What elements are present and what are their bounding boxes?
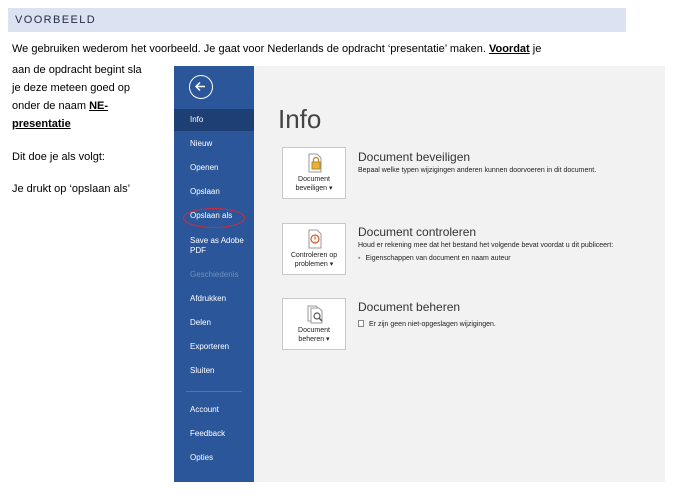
manage-document-icon [305, 304, 325, 324]
manage-document-status: Er zijn geen niet-opgeslagen wijzigingen. [358, 320, 496, 328]
lock-document-icon [305, 153, 325, 173]
nav-info[interactable]: Info [174, 109, 254, 131]
manage-document-heading: Document beheren [358, 300, 461, 314]
back-arrow-icon[interactable] [189, 75, 213, 99]
manage-document-button[interactable]: Document beheren ▾ [282, 298, 346, 350]
nav-afdrukken[interactable]: Afdrukken [190, 294, 227, 303]
nav-account[interactable]: Account [190, 405, 219, 414]
inspect-document-heading: Document controleren [358, 225, 477, 239]
page-title: Info [278, 104, 322, 134]
nav-geschiedenis: Geschiedenis [190, 270, 239, 279]
nav-exporteren[interactable]: Exporteren [190, 342, 230, 351]
intro-line-1: We gebruiken wederom het voorbeeld. Je gaat voor Nederlands de opdracht ‘presentatie’ maken. Voordat je [12, 43, 542, 55]
intro-line-2: aan de opdracht begint sla [12, 64, 142, 76]
nav-opslaan-als[interactable]: Opslaan als [190, 211, 233, 220]
nav-nieuw[interactable]: Nieuw [190, 139, 213, 148]
emphasis-voordat: Voordat [488, 43, 530, 55]
protect-document-heading: Document beveiligen [358, 150, 471, 164]
filename-part-1: NE- [89, 100, 109, 112]
inspect-document-bullet: ▪ Eigenschappen van document en naam auteur [358, 255, 511, 262]
nav-delen[interactable]: Delen [190, 318, 211, 327]
nav-openen[interactable]: Openen [190, 163, 219, 172]
intro-line-5 [12, 117, 71, 131]
nav-opslaan[interactable]: Opslaan [190, 187, 220, 196]
nav-opties[interactable]: Opties [190, 453, 214, 462]
inspect-document-icon [305, 229, 325, 249]
nav-save-as-adobe-pdf[interactable]: Save as Adobe PDF [190, 236, 244, 255]
inspect-document-description: Houd er rekening mee dat het bestand het volgende bevat voordat u dit publiceert: [358, 242, 614, 249]
document-icon [358, 320, 364, 327]
protect-document-button[interactable]: Document beveiligen ▾ [282, 147, 346, 199]
nav-divider [186, 391, 242, 392]
nav-sluiten[interactable]: Sluiten [190, 366, 215, 375]
nav-feedback[interactable]: Feedback [190, 429, 226, 438]
section-header [8, 8, 626, 32]
intro-line-4: onder de naam NE- [12, 100, 109, 112]
intro-line-3: je deze meteen goed op [12, 82, 131, 94]
word-backstage-screenshot [174, 66, 665, 482]
backstage-sidebar [174, 66, 254, 482]
filename-part-2: presentatie [12, 118, 71, 130]
section-header-title: VOORBEELD [15, 14, 97, 26]
protect-document-description: Bepaal welke typen wijzigingen anderen kunnen doorvoeren in dit document. [358, 167, 597, 174]
intro-line-7: Je drukt op ‘opslaan als’ [12, 183, 131, 195]
highlight-circle [183, 208, 245, 228]
check-for-issues-button[interactable]: Controleren op problemen ▾ [282, 223, 346, 275]
intro-line-6: Dit doe je als volgt: [12, 151, 105, 163]
